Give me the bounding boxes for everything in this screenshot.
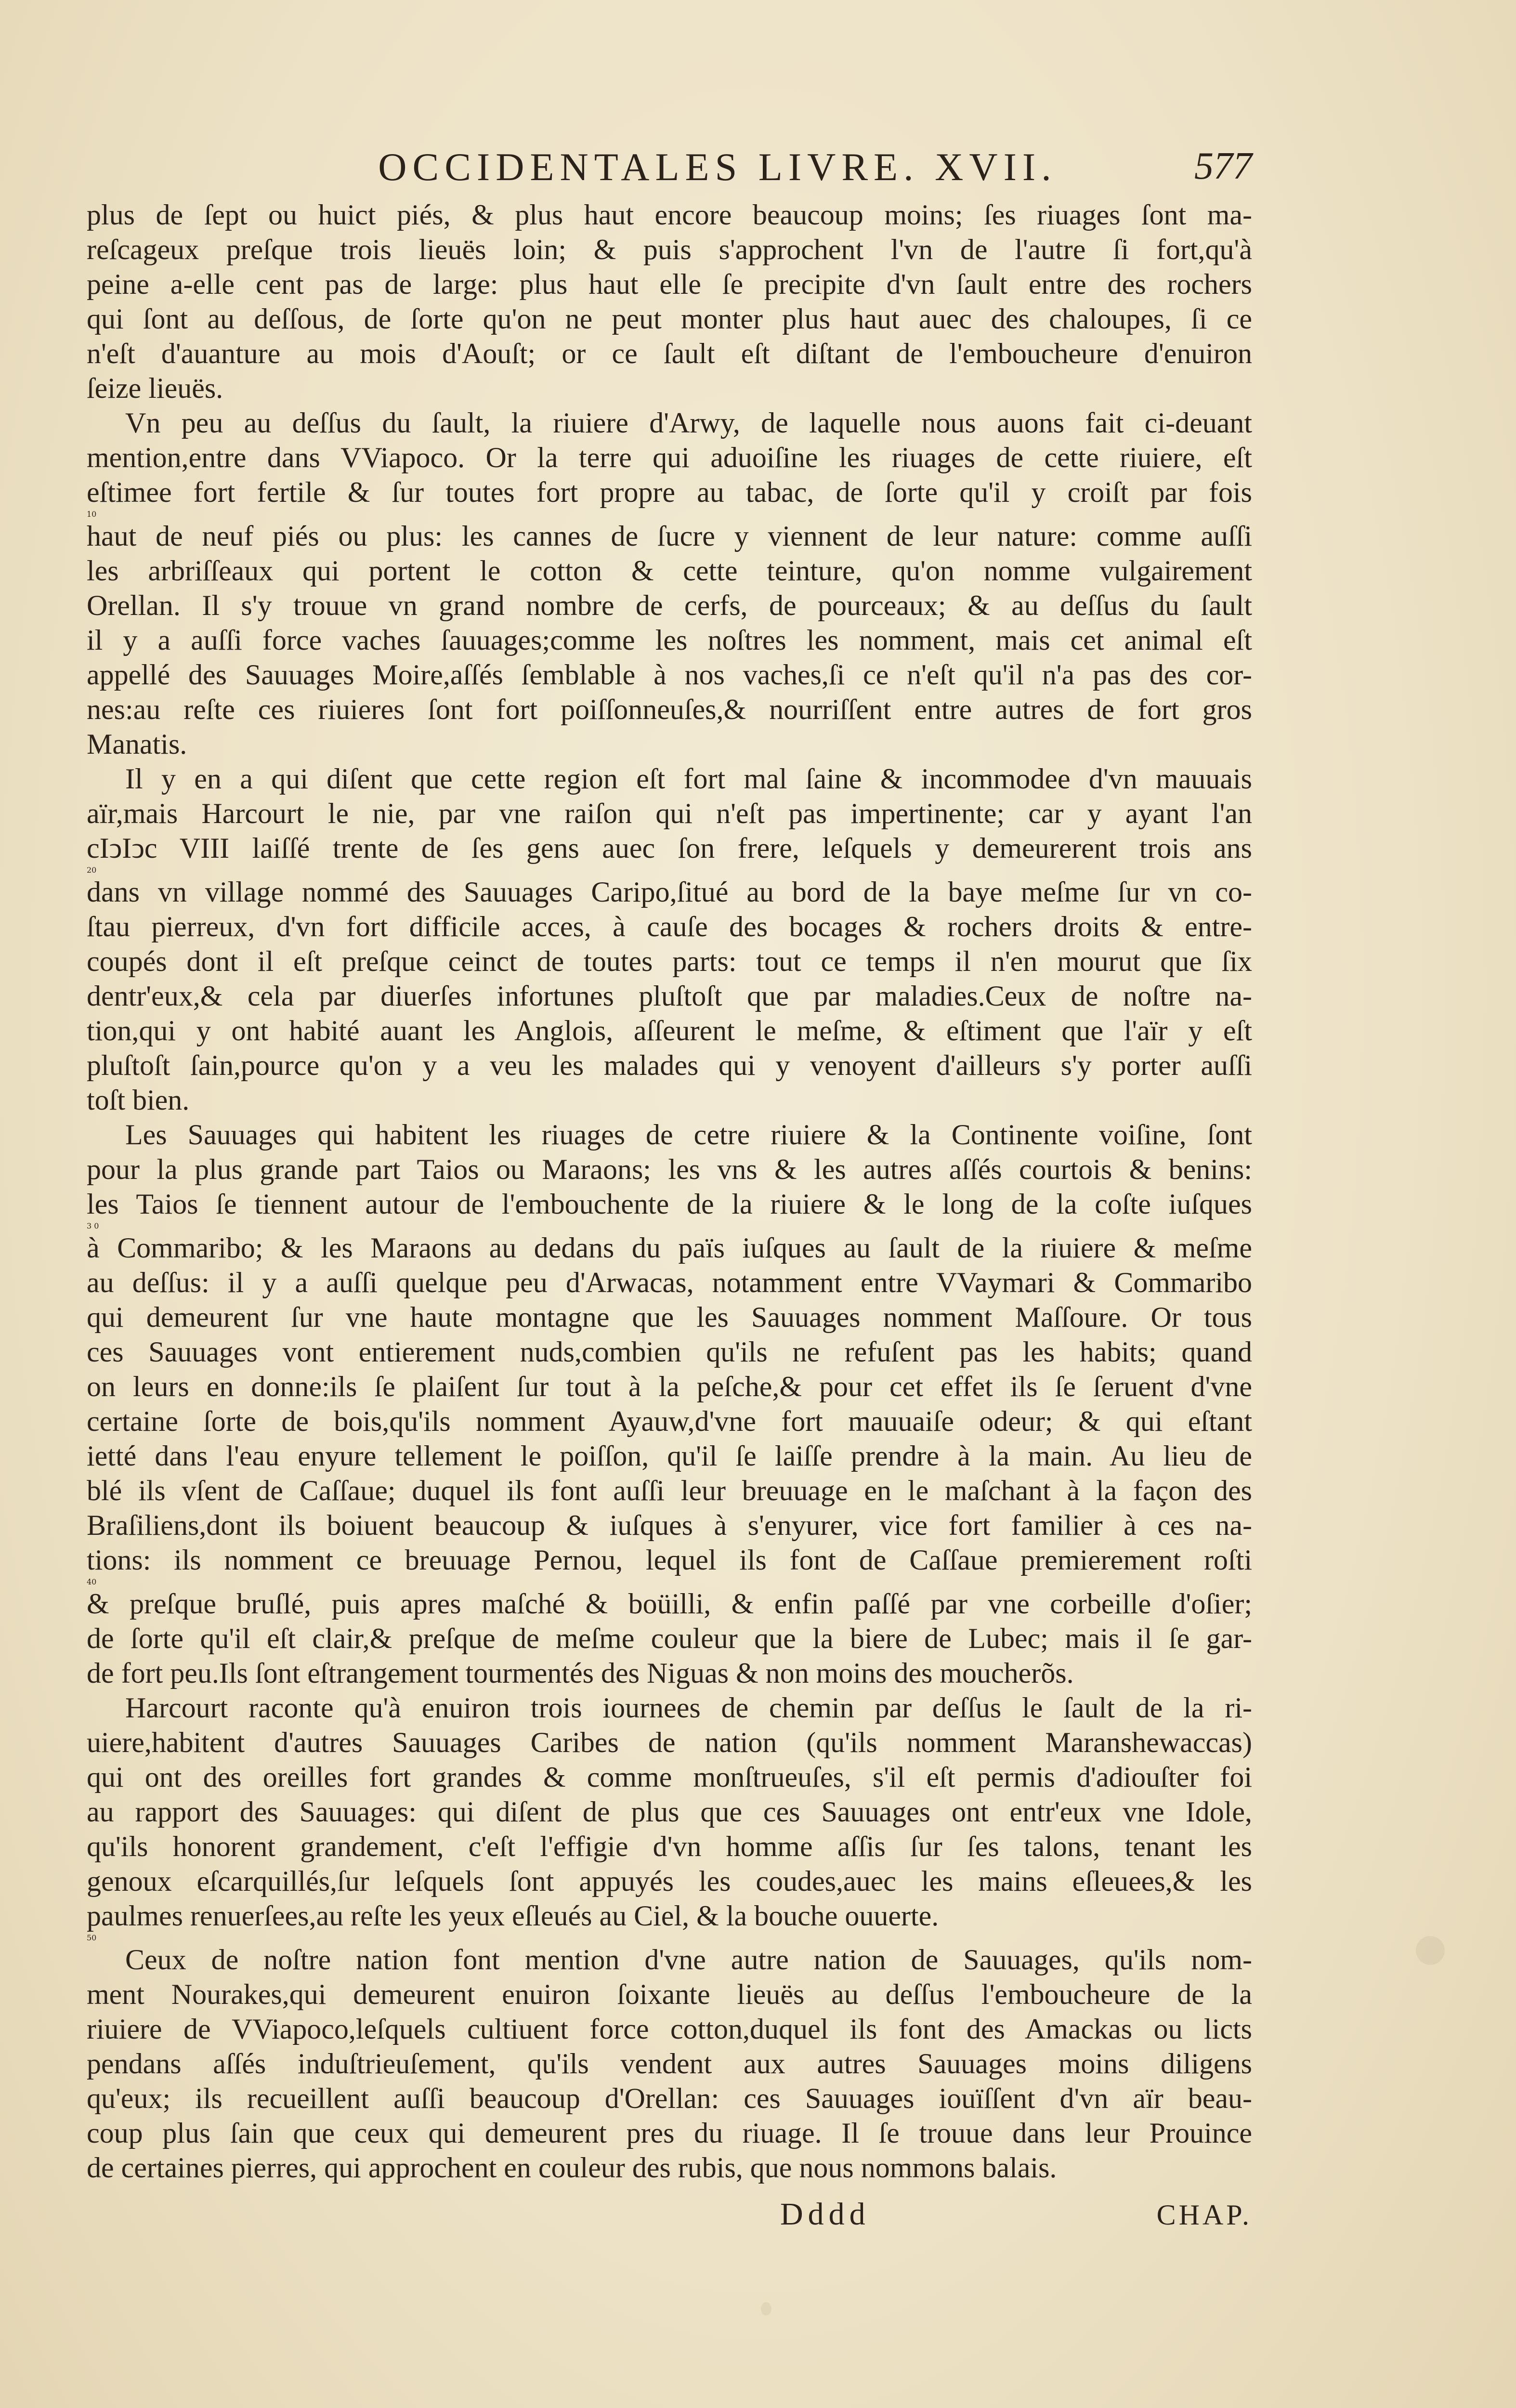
text-line-content: blé ils vſent de Caſſaue; duquel ils font auſſi leur breuuage en le maſchant à la façon des	[87, 1475, 1252, 1506]
text-line	[87, 909, 1252, 944]
text-line-content: Ceux de noſtre nation font mention d'vne autre nation de Sauuages, qu'ils nom-	[125, 1944, 1252, 1976]
text-line-content: pendans aſſés induſtrieuſement, qu'ils vendent aux autres Sauuages moins diligens	[87, 2048, 1252, 2080]
text-line-content: coup plus ſain que ceux qui demeurent pres du riuage. Il ſe trouue dans leur Prouince	[87, 2117, 1252, 2149]
text-line	[87, 657, 1252, 692]
text-line	[87, 1083, 1252, 1117]
text-line-content: de ſorte qu'il eſt clair,& preſque de meſme couleur que la biere de Lubec; mais il ſe gar-	[87, 1623, 1252, 1654]
text-line	[87, 1725, 1252, 1760]
text-line-content: Vn peu au deſſus du ſault, la riuiere d'Arwy, de laquelle nous auons fait ci-deuant	[125, 407, 1252, 439]
page-header	[87, 144, 1252, 197]
text-line	[87, 1656, 1252, 1690]
text-line-content: uiere,habitent d'autres Sauuages Caribes de nation (qu'ils nomment Maranshewaccas)	[87, 1727, 1252, 1758]
text-line-content: Il y en a qui diſent que cette region eſt fort mal ſaine & incommodee d'vn mauuais	[125, 763, 1252, 795]
text-line-content: les Taios ſe tiennent autour de l'embouchente de la riuiere & le long de la coſte iuſques	[87, 1188, 1252, 1220]
text-line	[87, 2081, 1252, 2116]
text-line	[87, 1187, 1252, 1221]
text-line-content: qui demeurent ſur vne haute montagne que les Sauuages nomment Maſſoure. Or tous	[87, 1301, 1252, 1333]
text-line-content: Orellan. Il s'y trouue vn grand nombre de cerfs, de pourceaux; & au deſſus du ſault	[87, 589, 1252, 621]
text-line	[87, 1152, 1252, 1187]
text-line-content: toſt bien.	[87, 1084, 190, 1116]
running-head: OCCIDENTALES LIVRE. XVII.	[378, 145, 1057, 189]
text-line	[87, 692, 1252, 727]
text-line	[87, 1898, 1252, 1933]
text-line-content: les arbriſſeaux qui portent le cotton & cette teinture, qu'on nomme vulgairement	[87, 555, 1252, 587]
text-line-content: nes:au reſte ces riuieres ſont fort poiſſonneuſes,& nourriſſent entre autres de fort gros	[87, 694, 1252, 725]
text-line	[87, 1369, 1252, 1404]
text-line-content: dans vn village nommé des Sauuages Caripo,ſitué au bord de la baye meſme ſur vn co-	[87, 876, 1252, 908]
text-line	[87, 1577, 1252, 1621]
text-line-content: qu'ils honorent grandement, c'eſt l'effigie d'vn homme aſſis ſur ſes talons, tenant les	[87, 1831, 1252, 1862]
text-line-content: Les Sauuages qui habitent les riuages de cetre riuiere & la Continente voiſine, ſont	[125, 1119, 1252, 1151]
ink-speck	[761, 2302, 771, 2316]
text-line	[87, 553, 1252, 588]
text-line	[87, 1221, 1252, 1265]
text-line-content: Harcourt raconte qu'à enuiron trois iournees de chemin par deſſus le ſault de la ri-	[125, 1692, 1252, 1724]
text-line	[87, 1265, 1252, 1300]
page-number: 577	[1194, 145, 1252, 187]
text-line-content: qui ſont au deſſous, de ſorte qu'on ne peut monter plus haut auec des chaloupes, ſi ce	[87, 303, 1252, 335]
text-line-content: pour la plus grande part Taios ou Maraons; les vns & les autres aſſés courtois & benins:	[87, 1153, 1252, 1185]
line-number: 40	[87, 1577, 97, 1586]
text-line	[87, 2116, 1252, 2150]
text-line-content: il y a auſſi force vaches ſauuages;comme les noſtres les nomment, mais cet animal eſt	[87, 624, 1252, 656]
text-line	[87, 1300, 1252, 1335]
text-line	[87, 197, 1252, 232]
text-line	[87, 1335, 1252, 1369]
text-line-content: mention,entre dans VViapoco. Or la terre qui aduoiſine les riuages de cette riuiere, eſt	[87, 442, 1252, 473]
text-line-content: dentr'eux,& cela par diuerſes infortunes pluſtoſt que par maladies.Ceux de noſtre na-	[87, 980, 1252, 1012]
text-line-content: ment Nourakes,qui demeurent enuiron ſoixante lieuës au deſſus l'emboucheure de la	[87, 1978, 1252, 2010]
text-line-content: ietté dans l'eau enyure tellement le poiſſon, qu'il ſe laiſſe prendre à la main. Au lieu de	[87, 1440, 1252, 1472]
text-line	[87, 1977, 1252, 2012]
text-line	[87, 865, 1252, 909]
text-line-content: qui ont des oreilles fort grandes & comme monſtrueuſes, s'il eſt permis d'adiouſter foi	[87, 1761, 1252, 1793]
text-line-content: qu'eux; ils recueillent auſſi beaucoup d'Orellan: ces Sauuages iouïſſent d'vn aïr beau-	[87, 2082, 1252, 2114]
text-line-content: peine a-elle cent pas de large: plus haut elle ſe precipite d'vn ſault entre des rochers	[87, 268, 1252, 300]
text-line	[87, 1933, 1252, 1977]
text-line-content: aïr,mais Harcourt le nie, par vne raiſon qui n'eſt pas impertinente; car y ayant l'an	[87, 798, 1252, 829]
text-line-content: Manatis.	[87, 728, 187, 760]
body-text	[87, 197, 1252, 2185]
text-line-content: genoux eſcarquillés,ſur leſquels ſont appuyés les coudes,auec les mains eſleuees,& les	[87, 1865, 1252, 1897]
text-line-content: au deſſus: il y a auſſi quelque peu d'Arwacas, notamment entre VVaymari & Commaribo	[87, 1267, 1252, 1298]
text-line	[87, 232, 1252, 267]
text-line-content: de fort peu.Ils ſont eſtrangement tourmentés des Niguas & non moins des moucherõs.	[87, 1657, 1074, 1689]
text-line	[87, 1048, 1252, 1083]
text-line-content: ces Sauuages vont entierement nuds,combien qu'ils ne refuſent pas les habits; quand	[87, 1336, 1252, 1368]
text-line	[87, 1690, 1252, 1725]
text-line-content: certaine ſorte de bois,qu'ils nomment Ayauw,d'vne fort mauuaiſe odeur; & qui eſtant	[87, 1405, 1252, 1437]
line-number: 3 0	[87, 1221, 99, 1230]
text-line	[87, 727, 1252, 761]
text-line	[87, 1829, 1252, 1864]
text-line	[87, 761, 1252, 796]
text-line	[87, 301, 1252, 336]
text-line	[87, 2150, 1252, 2185]
text-line-content: & preſque bruſlé, puis apres maſché & boüilli, & enfin paſſé par vne corbeille d'oſier;	[87, 1588, 1252, 1620]
text-line-content: coupés dont il eſt preſque ceinct de toutes parts: tout ce temps il n'en mourut que ſix	[87, 945, 1252, 977]
text-line	[87, 510, 1252, 553]
signature-mark: Dddd	[780, 2197, 870, 2232]
text-line	[87, 796, 1252, 831]
text-line-content: cIↄIↄc VIII laiſſé trente de ſes gens auec ſon frere, leſquels y demeurerent trois ans	[87, 832, 1252, 864]
text-line-content: haut de neuf piés ou plus: les cannes de ſucre y viennent de leur nature: comme auſſi	[87, 520, 1252, 552]
text-line	[87, 1473, 1252, 1508]
text-line-content: Braſiliens,dont ils boiuent beaucoup & iuſques à s'enyurer, vice fort familier à ces na-	[87, 1509, 1252, 1541]
text-line-content: paulmes renuerſees,au reſte les yeux eſleués au Ciel, & la bouche ouuerte.	[87, 1900, 939, 1932]
text-line	[87, 267, 1252, 301]
paper-stain	[1416, 1936, 1445, 1965]
text-line	[87, 440, 1252, 475]
text-line-content: à Commaribo; & les Maraons au dedans du païs iuſques au ſault de la riuiere & meſme	[87, 1232, 1252, 1264]
text-line	[87, 588, 1252, 623]
catchword: CHAP.	[1156, 2199, 1252, 2231]
text-line-content: de certaines pierres, qui approchent en couleur des rubis, que nous nommons balais.	[87, 2152, 1057, 2184]
text-line	[87, 623, 1252, 657]
text-line	[87, 1621, 1252, 1656]
text-line	[87, 944, 1252, 979]
text-line	[87, 2012, 1252, 2046]
text-line	[87, 1794, 1252, 1829]
text-line	[87, 406, 1252, 440]
text-line	[87, 1543, 1252, 1577]
text-line-content: ſtau pierreux, d'vn fort difficile acces, à cauſe des bocages & rochers droits & entre-	[87, 911, 1252, 942]
text-line	[87, 1508, 1252, 1543]
text-line-content: au rapport des Sauuages: qui diſent de plus que ces Sauuages ont entr'eux vne Idole,	[87, 1796, 1252, 1828]
text-line	[87, 336, 1252, 371]
text-line	[87, 475, 1252, 510]
text-line	[87, 2046, 1252, 2081]
text-line-content: plus de ſept ou huict piés, & plus haut encore beaucoup moins; ſes riuages ſont ma-	[87, 199, 1252, 231]
line-number: 10	[87, 510, 97, 519]
text-line-content: ſeize lieuës.	[87, 372, 223, 404]
line-number: 20	[87, 865, 97, 875]
line-number: 50	[87, 1933, 97, 1942]
text-line-content: tions: ils nomment ce breuuage Pernou, lequel ils font de Caſſaue premierement roſti	[87, 1544, 1252, 1576]
text-line-content: n'eſt d'auanture au mois d'Aouſt; or ce ſault eſt diſtant de l'emboucheure d'enuiron	[87, 338, 1252, 369]
text-line-content: eſtimee fort fertile & ſur toutes fort propre au tabac, de ſorte qu'il y croiſt par fois	[87, 476, 1252, 508]
text-line	[87, 1013, 1252, 1048]
text-line-content: pluſtoſt ſain,pource qu'on y a veu les malades qui y venoyent d'ailleurs s'y porter auſſi	[87, 1049, 1252, 1081]
text-line	[87, 1117, 1252, 1152]
text-line	[87, 1439, 1252, 1473]
text-line	[87, 1760, 1252, 1794]
text-line-content: appellé des Sauuages Moire,aſſés ſemblable à nos vaches,ſi ce n'eſt qu'il n'a pas des cor-	[87, 659, 1252, 691]
text-line-content: reſcageux preſque trois lieuës loin; & puis s'approchent l'vn de l'autre ſi fort,qu'à	[87, 234, 1252, 265]
text-line	[87, 371, 1252, 406]
text-line	[87, 979, 1252, 1013]
text-line	[87, 1404, 1252, 1439]
text-line	[87, 1864, 1252, 1898]
text-line-content: on leurs en donne:ils ſe plaiſent ſur tout à la peſche,& pour cet effet ils ſe ſeruent d'vne	[87, 1371, 1252, 1402]
text-line-content: riuiere de VViapoco,leſquels cultiuent force cotton,duquel ils font des Amackas ou licts	[87, 2013, 1252, 2045]
text-line-content: tion,qui y ont habité auant les Anglois, aſſeurent le meſme, & eſtiment que l'aïr y eſt	[87, 1015, 1252, 1047]
text-line	[87, 831, 1252, 865]
